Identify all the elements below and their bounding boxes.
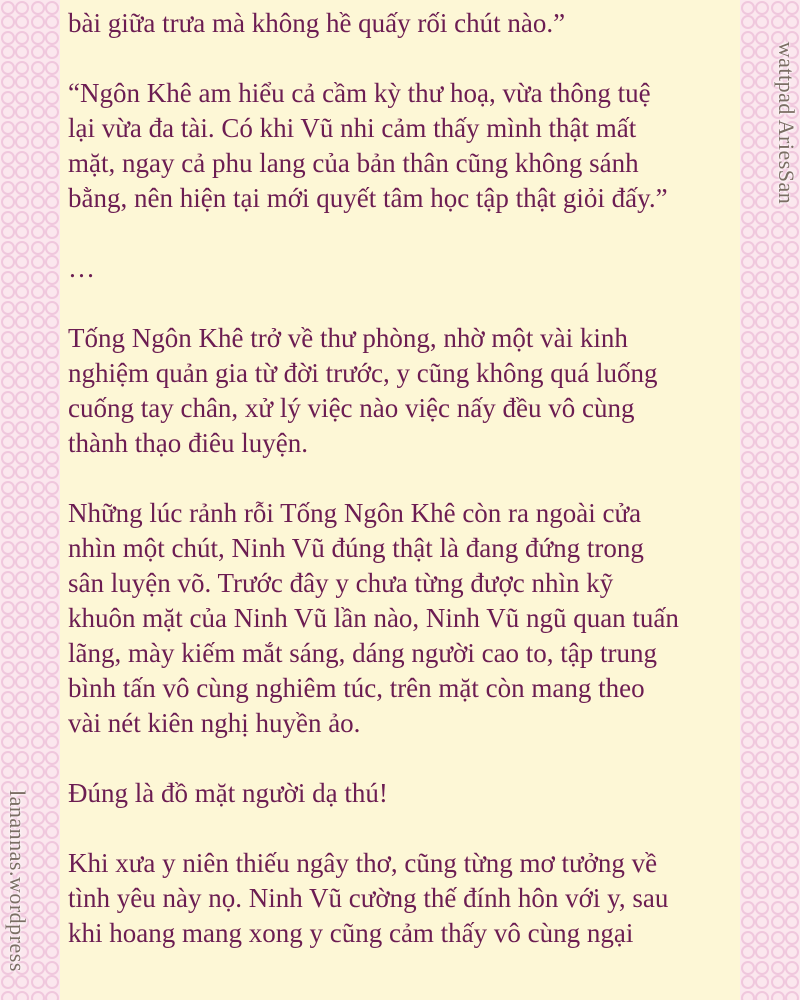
left-decorative-border [0, 0, 60, 1000]
story-text [68, 6, 758, 951]
right-watermark: wattpad AriesSan [774, 41, 799, 205]
paragraph-7: Khi xưa y niên thiếu ngây thơ, cũng từng mơ tưởng về tình yêu này nọ. Ninh Vũ cường thế đính hôn với y, sau khi hoang mang xong y cũng cảm thấy vô cùng ngại [68, 848, 669, 948]
paragraph-2: “Ngôn Khê am hiểu cả cầm kỳ thư hoạ, vừa thông tuệ lại vừa đa tài. Có khi Vũ nhi cảm thấy mình thật mất mặt, ngay cả phu lang của bản thân cũng không sánh bằng, nên hiện tại mới quyết tâm học tập thật giỏi đấy.” [68, 78, 668, 213]
left-watermark: lanannas.wordpress [5, 790, 30, 972]
paragraph-ellipsis: … [68, 253, 95, 283]
paragraph-5: Những lúc rảnh rỗi Tống Ngôn Khê còn ra ngoài cửa nhìn một chút, Ninh Vũ đúng thật là đang đứng trong sân luyện võ. Trước đây y chưa từng được nhìn kỹ khuôn mặt của Ninh Vũ lần nào, Ninh Vũ ngũ quan tuấn lãng, mày kiếm mắt sáng, dáng người cao to, tập trung bình tấn vô cùng nghiêm túc, trên mặt còn mang theo vài nét kiên nghị huyền ảo. [68, 498, 679, 738]
paragraph-4: Tống Ngôn Khê trở về thư phòng, nhờ một vài kinh nghiệm quản gia từ đời trước, y cũng không quá luống cuống tay chân, xử lý việc nào việc nấy đều vô cùng thành thạo điêu luyện. [68, 323, 658, 458]
paragraph-1: bài giữa trưa mà không hề quấy rối chút nào.” [68, 8, 566, 38]
paragraph-6: Đúng là đồ mặt người dạ thú! [68, 778, 388, 808]
